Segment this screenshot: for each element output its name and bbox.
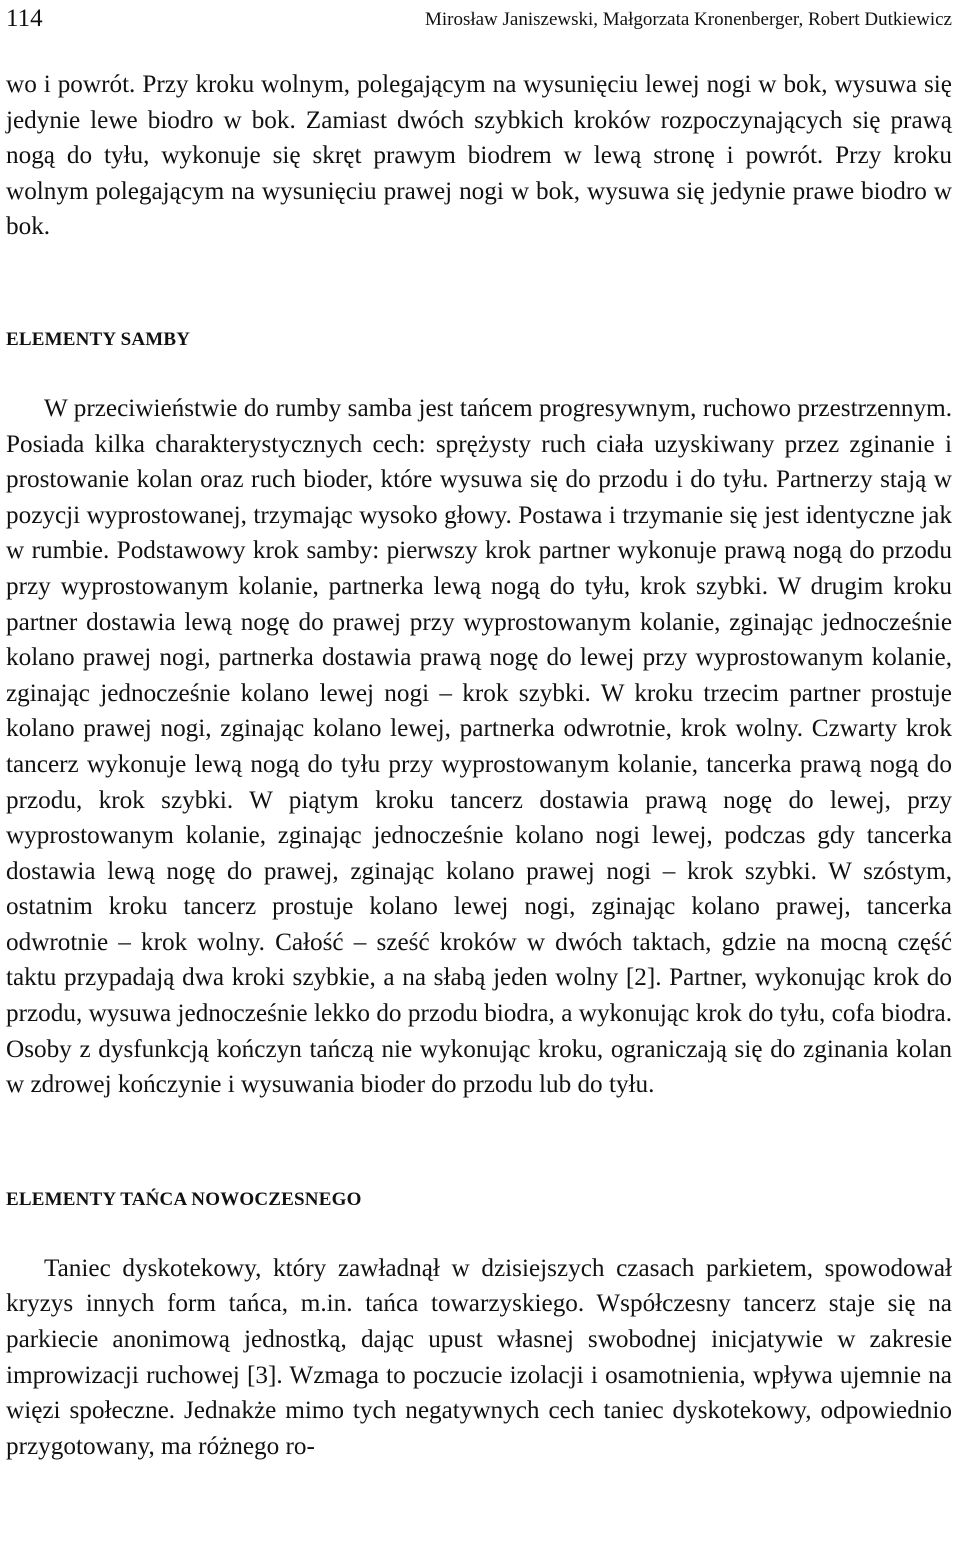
spacer xyxy=(6,1103,952,1187)
spacer xyxy=(6,1213,952,1251)
continuation-paragraph: wo i powrót. Przy kroku wolnym, polegającym na wysunięciu lewej nogi w bok, wysuwa się jedynie lewe biodro w bok. Zamiast dwóch szybkich kroków rozpoczynających się prawą nogą do tyłu, wykonuje się skręt prawym biodrem w lewą stronę i powrót. Przy kroku wolnym polegającym na wysunięciu prawej nogi w bok, wysuwa się jedynie prawe biodro w bok. xyxy=(6,71,952,241)
spacer xyxy=(6,245,952,327)
paragraph-samba: W przeciwieństwie do rumby samba jest tańcem progresywnym, ruchowo przestrzennym. Posiada kilka charakterystycznych cech: sprężysty ruch ciała uzyskiwany przez zginanie i prostowanie kolan oraz ruch bioder, które wysuwa się do przodu i do tyłu. Partnerzy stają w pozycji wyprostowanej, trzymając wysoko głowy. Postawa i trzymanie się jest identyczne jak w rumbie. Podstawowy krok samby: pierwszy krok partner wykonuje prawą nogą do przodu przy wyprostowanym kolanie, partnerka lewą nogą do tyłu, krok szybki. W drugim kroku partner dostawia lewą nogę do prawej przy wyprostowanym kolanie, zginając jednocześnie kolano prawej nogi, partnerka dostawia prawą nogę do lewej przy wyprostowanym kolanie, zginając jednocześnie kolano lewej nogi – krok szybki. W kroku trzecim partner prostuje kolano prawej nogi, zginając kolano lewej, partnerka odwrotnie, krok wolny. Czwarty krok tancerz wykonuje lewą nogą do tyłu przy wyprostowanym kolanie, tancerka prawą nogą do przodu, krok szybki. W piątym kroku tancerz dostawia prawą nogę do lewej, przy wyprostowanym kolanie, zginając jednocześnie kolano nogi lewej, podczas gdy tancerka dostawia lewą nogę do prawej, zginając kolano prawej nogi – krok szybki. W szóstym, ostatnim kroku tancerz prostuje kolano lewej nogi, zginając kolano prawej, tancerka odwrotnie – krok wolny. Całość – sześć kroków w dwóch taktach, gdzie na mocną część taktu przypadają dwa kroki szybkie, a na słabą jeden wolny [2]. Partner, wykonując krok do przodu, wysuwa jednocześnie lekko do przodu biodra, a wykonując krok do tyłu, cofa biodra. Osoby z dysfunkcją kończyn tańczą nie wykonując kroku, ograniczają się do zginania kolan w zdrowej kończynie i wysuwania bioder do przodu lub do tyłu. xyxy=(6,394,952,1099)
page-number: 114 xyxy=(6,5,43,32)
section-heading-samba: ELEMENTY SAMBY xyxy=(6,328,191,350)
spacer xyxy=(6,353,952,391)
document-body xyxy=(6,67,952,1464)
paragraph-modern-dance: Taniec dyskotekowy, który zawładnął w dzisiejszych czasach parkietem, spowodował kryzys innych form tańca, m.in. tańca towarzyskiego. Współczesny tancerz staje się na parkiecie anonimową jednostką, dając upust własnej swobodnej inicjatywie w zakresie improwizacji ruchowej [3]. Wzmaga to poczucie izolacji i osamotnienia, wpływa ujemnie na więzi społeczne. Jednakże mimo tych negatywnych cech taniec dyskotekowy, odpowiednio przygotowany, ma różnego ro- xyxy=(6,1254,952,1460)
running-header xyxy=(6,4,952,40)
running-header-authors: Mirosław Janiszewski, Małgorzata Kronenberger, Robert Dutkiewicz xyxy=(424,9,952,30)
section-heading-modern-dance: ELEMENTY TAŃCA NOWOCZESNEGO xyxy=(6,1188,362,1210)
